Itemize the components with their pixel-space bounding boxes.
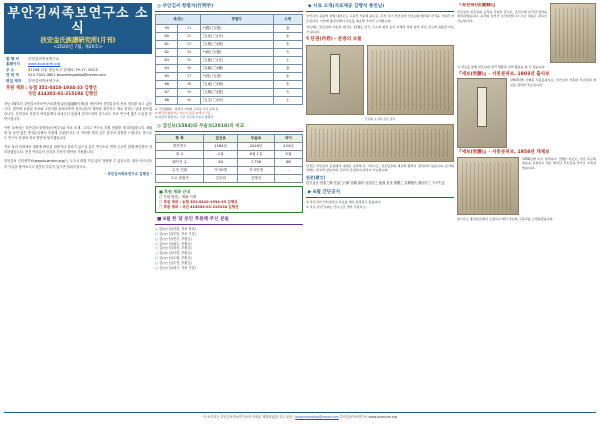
intro-paragraph-3: 족보 정리 과정에서 새롭게 확인된 내용이나 자료가 있으신 분은 연구소로 연락 주시면 함께 확인하여 정리하겠습니다. 종친 여러분의 건강과 가정의 평안을 기원합니다. xyxy=(4,145,152,155)
hanja-text: 扶安金氏 世系之錄 先祖之行蹟 官職 墓所 皆詳記之 後孫 世世 保藏之 以傳後代 敬而守之 不可失也 xyxy=(306,181,445,186)
homepage-link[interactable]: www.buankim.org xyxy=(28,62,61,67)
roster-row xyxy=(156,81,303,89)
compare-col-b: 무술보 xyxy=(238,134,275,142)
right-top xyxy=(457,3,596,63)
compare-col-c: 차이 xyxy=(274,134,302,142)
roster-cell-char: □(基) □(在) xyxy=(200,57,273,65)
publisher-label: 발 행 처 xyxy=(6,57,19,61)
roster-row xyxy=(156,57,303,65)
editor-value: 부안김씨족보연구소 xyxy=(28,78,60,83)
donor-item: □ 김○○ 님(대전, 후원금) xyxy=(155,246,303,251)
roster-cell-el: 火 xyxy=(273,49,302,57)
cover-image xyxy=(306,45,364,115)
notice-2: ② 족보 관련 문의는 연구소로 연락 주십시오. xyxy=(306,205,367,210)
compare-cell-c: 5권 xyxy=(274,150,302,158)
compare-cell-c: - xyxy=(274,174,302,182)
footer xyxy=(4,412,596,422)
legend-line-1: ※ 국빈(國賓) : 항렬자 아래의 글자를 이름 뒤에 씀 xyxy=(155,107,219,111)
roster-cell-char: *(洙) □(淳) xyxy=(200,73,273,81)
footer-email[interactable]: buankimpokbo@naver.com xyxy=(295,415,339,419)
compare-cell-a: 1권 xyxy=(204,150,238,158)
roster-cell-gen: 64 xyxy=(156,65,178,73)
compare-cell-b: 2018년 xyxy=(238,142,275,150)
source-paragraph-3: 단권은 부안김씨 문중에서 대대로 보관해 온 기록으로, 선조님들의 계보와 행적이 정리되어 있습니다. 문서의 상태는 비교적 양호하며, 글씨가 또렷하여 판독이 가능합니다. xyxy=(306,163,454,173)
roster-cell-el: 火 xyxy=(273,89,302,97)
genealogy-1958-image xyxy=(457,157,519,215)
donors-heading: ■ 6월 한 달 동안 후원해 주신 분들 xyxy=(155,216,303,225)
support-line-3: □ 후원 계좌 : 국민 414302-01-215194 김행선 xyxy=(159,205,239,210)
donor-item: □ 김○○ 님(인천, 후원금) xyxy=(155,251,303,256)
intro-paragraph-4: 부안김씨 인터넷족보(www.buankim.org)는 누구나 회원 가입 없이 열람할 수 있습니다. 집안 어르신들의 이름을 찾아보시고 잘못된 부분이 있으면 알려주십시오. xyxy=(4,159,152,169)
roster-heading: ◎ 부안김씨 항렬자(行列字) xyxy=(155,3,303,12)
account-line-2: 국민 414302-01-215194 김행선 xyxy=(28,92,98,98)
publisher-value: 부안김씨족보연구소 xyxy=(28,57,60,61)
roster-cell-gen: 65 xyxy=(156,73,178,81)
footer-tail: 부안김씨족보연구소 www.buankim.org xyxy=(339,415,398,419)
roster-cell-char: □(煥) □(燮) xyxy=(200,89,273,97)
right-mid xyxy=(457,78,596,148)
roster-cell-char: □(東) □(相) xyxy=(200,81,273,89)
compare-cell-c: - xyxy=(274,166,302,174)
donor-item: □ 김○○ 님(전주, 후원금) xyxy=(155,237,303,242)
roster-cell-char: □(圭) □(培) xyxy=(200,97,273,105)
page-image xyxy=(367,45,454,115)
editor-label: 편집 제작 xyxy=(6,78,22,83)
newsletter-title: 부안김씨족보연구소 소식 xyxy=(7,6,149,36)
intro-paragraph-1: 지난 3월부터 부안김씨족보연구소(扶安金氏族譜硏究所)를 방문하여 종친분들의 족보 정리를 돕고 있습니다. 집안에 보관된 족보와 고문서를 살펴보면서 선조님들의 행적을 정리하고 바로 알리는 일에 힘쓰겠습니다. 부안김씨 문중의 여러분께서 보내주신 관심에 감사드리며 앞으로도 족보 연구에 많은 도움을 부탁드립니다. xyxy=(4,102,152,122)
genealogy-1903-image xyxy=(457,78,507,148)
compare-col-item: 항 목 xyxy=(156,134,204,142)
compare-cell-item: 발간연도 xyxy=(156,142,204,150)
compare-cell-b: 약 5만명 xyxy=(238,166,275,174)
source-images xyxy=(306,45,454,115)
compare-cell-b: 7,756 xyxy=(238,158,275,166)
roster-row xyxy=(156,65,303,73)
column-right xyxy=(457,3,596,410)
donor-item: □ 김○○ 님(서울, 족보 정리) xyxy=(155,227,303,232)
column-roster xyxy=(155,3,303,410)
right-bottom xyxy=(457,157,596,215)
roster-col-element: 오행 xyxy=(273,15,302,25)
hanja-title: 원문(原文) xyxy=(306,174,326,180)
footer-text: 이 소식지는 부안김씨족보연구소의 의뢰로 제작되었습니다. 문의 : xyxy=(202,415,295,419)
roster-cell-el: 土 xyxy=(273,57,302,65)
roster-cell-char: □(泳) □(永) xyxy=(200,33,273,41)
compare-cell-a: 84 xyxy=(204,158,238,166)
support-line-2: □ 후원 계좌 : 농협 351-0410-1934-33 김행선 xyxy=(159,199,238,204)
roster-cell-el: 土 xyxy=(273,97,302,105)
compare-table xyxy=(155,134,303,183)
compare-row xyxy=(156,142,303,150)
right-paragraph-1: 부안김씨 선조님의 공적을 기록한 문서로, 조선시대 관직과 업적을 정리하였습니다. 문서의 일부가 손상되었으나 주요 내용은 판독이 가능합니다. xyxy=(457,9,547,23)
roster-cell-gen: 63 xyxy=(156,57,178,65)
roster-cell-el: 木 xyxy=(273,41,302,49)
source-subtitle: ¶ 단권(丹券) - 문중의 보물 xyxy=(306,36,362,42)
right-heading-1: 『좌찬록(佐贊錄)』 xyxy=(457,3,498,8)
compare-row xyxy=(156,166,303,174)
account-info xyxy=(4,86,152,98)
contact-value[interactable]: 010-7941-3651 buankimpokbo@naver.com xyxy=(28,73,106,78)
roster-cell-gen: 67 xyxy=(156,89,178,97)
roster-cell-num: 38 xyxy=(178,81,200,89)
donor-item: □ 김○○ 님(수원, 후원금) xyxy=(155,256,303,261)
compare-cell-c: 88 xyxy=(274,158,302,166)
legend-line-3: ※ 파란색 항렬자는 기존 족보에 사용된 항렬자 xyxy=(155,115,214,120)
issue-number: <2020년 7월, 제20호> xyxy=(53,45,103,50)
roster-cell-num: 36 xyxy=(178,65,200,73)
manuscript-image xyxy=(306,124,454,162)
source-heading: ◆ 사료 소개(자료제공 김행석 종친님) xyxy=(306,3,454,12)
compare-cell-b: 6권 1질 xyxy=(238,150,275,158)
right-paragraph-3: 1903년에 간행된 서봉분파보로, 부안김씨 서봉파 후손들의 계보를 정리한 족보입니다. xyxy=(510,78,596,87)
right-paragraph-4: 1958년에 다시 정리하여 간행한 족보로, 이전 족보의 내용을 보완하고 새로 태어난 후손들을 추가로 수록하였습니다. xyxy=(522,156,596,171)
roster-legend xyxy=(155,107,303,120)
compare-cell-item: 수록 인원 xyxy=(156,166,204,174)
roster-cell-num: 32 xyxy=(178,33,200,41)
roster-cell-char: □(根) □(植) xyxy=(200,41,273,49)
right-paragraph-2: 이 자료를 통해 선조님의 관직 생활과 지역 활동을 알 수 있습니다. xyxy=(457,65,546,69)
roster-row xyxy=(156,89,303,97)
roster-cell-num: 33 xyxy=(178,41,200,49)
compare-row xyxy=(156,150,303,158)
roster-row xyxy=(156,49,303,57)
roster-row xyxy=(156,97,303,105)
source-paragraph-1: 부안김씨 문중에 전해 내려오는 고문서 가운데 하나로, 조선 후기 부안김씨 선조님의 행적과 관직을 기록한 자료입니다. 이번에 종친님께서 자료를 제공해 주셔서 소개합니다. xyxy=(306,14,454,23)
roster-table xyxy=(155,14,303,105)
roster-cell-el: 金 xyxy=(273,25,302,33)
intro-paragraph-2: 이번 호에서는 부안김씨 항렬자(行列字)와 사료 소개, 그리고 연구소 후원 현황을 정리하였습니다. 6월 한 달 동안 많은 종친분들께서 후원해 주셨습니다. 이 자리를 빌려 깊은 감사의 말씀을 드립니다. 앞으로도 연구소 운영과 자료 발간에 힘쓰겠습니다. xyxy=(4,126,152,141)
address-value: 07294 서울 영등포구 문래로 79-17, 202호 xyxy=(28,67,99,72)
roster-cell-char: □(鎬) □(鍾) xyxy=(200,65,273,73)
roster-col-generation: 세(世) xyxy=(156,15,201,25)
newsletter-subtitle: 扶安金氏族譜硏究所(月刊) xyxy=(40,37,116,44)
donor-item: □ 김○○ 님(대구, 자료 기증) xyxy=(155,266,303,271)
compare-heading: ◎ 감신보(1584)와 무술보(2018)의 비교 xyxy=(155,123,303,132)
compare-cell-a: 김공희 xyxy=(204,174,238,182)
roster-cell-char: *(炯) □(熙) xyxy=(200,49,273,57)
roster-cell-num: 40 xyxy=(178,97,200,105)
publisher-info xyxy=(4,57,152,84)
roster-cell-gen: 59 xyxy=(156,25,178,33)
roster-cell-el: 木 xyxy=(273,81,302,89)
roster-col-char: 항렬자 xyxy=(200,15,273,25)
roster-cell-gen: 61 xyxy=(156,41,178,49)
notice-heading: ▶ 6월 간단공지 xyxy=(306,189,454,198)
document-image xyxy=(550,3,596,63)
roster-cell-gen: 68 xyxy=(156,97,178,105)
compare-col-a: 갑신보 xyxy=(204,134,238,142)
support-heading: ■ 후원 계좌 안내 xyxy=(159,188,191,194)
donor-item: □ 김○○ 님(광주, 후원금) xyxy=(155,242,303,247)
compare-cell-item: 페이지 수 xyxy=(156,158,204,166)
compare-cell-c: 434년 xyxy=(274,142,302,150)
roster-cell-gen: 66 xyxy=(156,81,178,89)
roster-cell-num: 34 xyxy=(178,49,200,57)
roster-row xyxy=(156,33,303,41)
roster-cell-gen: 62 xyxy=(156,49,178,57)
column-source xyxy=(306,3,454,410)
right-heading-3: 『세보(世譜)』- 서봉분파보, 1958년 개체보 xyxy=(457,150,550,156)
address-label: 주 소 xyxy=(6,67,15,72)
homepage-label: 홈페이지 xyxy=(6,62,20,67)
roster-cell-num: 35 xyxy=(178,57,200,65)
column-masthead xyxy=(4,3,152,410)
roster-row xyxy=(156,25,303,33)
masthead xyxy=(4,3,152,54)
right-top-text xyxy=(457,3,547,63)
right-heading-2: 『세보(世譜)』- 서봉분파보, 1903년 출사보 xyxy=(457,71,550,77)
contact-label: 연 락 처 xyxy=(6,73,19,78)
intro-signature: - 부안김씨족보연구소 김행선 - xyxy=(104,171,152,176)
roster-cell-el: 水 xyxy=(273,73,302,81)
donor-item: □ 김○○ 님(부안, 자료 기증) xyxy=(155,232,303,237)
roster-cell-num: 31 xyxy=(178,25,200,33)
roster-cell-num: 39 xyxy=(178,89,200,97)
right-paragraph-5: 앞으로도 종친분들께서 소장하고 계신 족보와 고문서를 소개하겠습니다. xyxy=(457,216,554,221)
compare-cell-a: 1584년 xyxy=(204,142,238,150)
donor-item: □ 김○○ 님(부산, 후원금) xyxy=(155,261,303,266)
roster-cell-char: *(錫) □(根) xyxy=(200,25,273,33)
source-caption: 단권의 표지와 본문 일부 xyxy=(364,117,396,122)
compare-row xyxy=(156,158,303,166)
roster-cell-el: 水 xyxy=(273,33,302,41)
compare-cell-item: 주요 편집자 xyxy=(156,174,204,182)
roster-cell-el: 金 xyxy=(273,65,302,73)
compare-cell-item: 권 수 xyxy=(156,150,204,158)
support-box xyxy=(155,186,303,214)
legend-line-2: ※ 빨간색 항렬자는 자손이 많은 파에서 사용 xyxy=(155,111,211,116)
account-line-1: 후원 계좌 : 농협 351-0410-1934-33 김행선 xyxy=(6,86,97,92)
donor-list xyxy=(155,227,303,270)
roster-row xyxy=(156,41,303,49)
source-paragraph-2: 자료에는 선조님의 이름과 자(字), 호(號), 관직, 묘소의 위치 등이 자세히 적혀 있어 족보 연구에 귀중한 자료가 됩니다. xyxy=(306,25,454,35)
roster-cell-num: 37 xyxy=(178,73,200,81)
notice-1: ① 부안김씨 인터넷족보 자료를 계속 정리하고 있습니다. xyxy=(306,200,382,205)
roster-cell-gen: 60 xyxy=(156,33,178,41)
compare-row xyxy=(156,174,303,182)
support-line-1: □ 후원 방법 : 계좌 이체 xyxy=(159,194,197,199)
compare-cell-a: 약 50명 xyxy=(204,166,238,174)
compare-cell-b: 김행선 xyxy=(238,174,275,182)
roster-row xyxy=(156,73,303,81)
